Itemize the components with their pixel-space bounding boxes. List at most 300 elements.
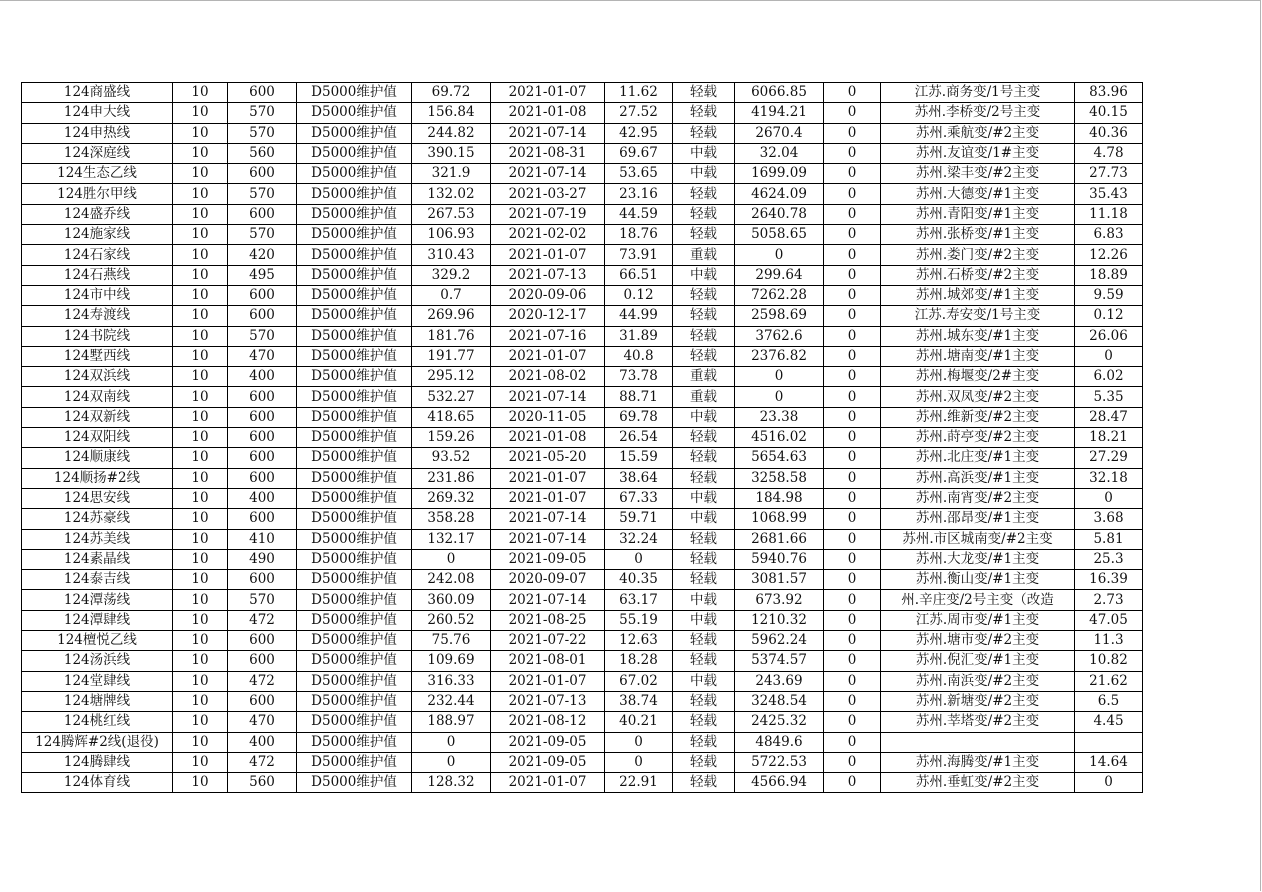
current-cell[interactable]: 390.15 — [412, 143, 491, 163]
source-cell[interactable]: D5000维护值 — [297, 712, 412, 732]
margin-cell[interactable]: 0 — [735, 245, 824, 265]
load-rate-cell[interactable]: 0 — [605, 549, 673, 569]
voltage-cell[interactable]: 10 — [173, 691, 228, 711]
load-level-cell[interactable]: 重载 — [673, 245, 735, 265]
margin-cell[interactable]: 4624.09 — [735, 184, 824, 204]
source-cell[interactable]: D5000维护值 — [297, 123, 412, 143]
load-rate-cell[interactable]: 66.51 — [605, 265, 673, 285]
load-level-cell[interactable]: 轻载 — [673, 752, 735, 772]
transformer-cell[interactable]: 苏州.塘市变/#2主变 — [881, 631, 1075, 651]
line-name-cell[interactable]: 124汤浜线 — [22, 651, 173, 671]
transformer-load-cell[interactable]: 0 — [1075, 773, 1143, 793]
rated-current-cell[interactable]: 600 — [228, 468, 297, 488]
load-level-cell[interactable]: 中载 — [673, 143, 735, 163]
date-cell[interactable]: 2021-07-16 — [491, 326, 605, 346]
voltage-cell[interactable]: 10 — [173, 671, 228, 691]
current-cell[interactable]: 269.32 — [412, 488, 491, 508]
margin-cell[interactable]: 1699.09 — [735, 164, 824, 184]
voltage-cell[interactable]: 10 — [173, 773, 228, 793]
flag-cell[interactable]: 0 — [824, 570, 881, 590]
transformer-cell[interactable]: 苏州.邵昂变/#1主变 — [881, 509, 1075, 529]
rated-current-cell[interactable]: 490 — [228, 549, 297, 569]
rated-current-cell[interactable]: 600 — [228, 306, 297, 326]
load-level-cell[interactable]: 重载 — [673, 367, 735, 387]
load-level-cell[interactable]: 轻载 — [673, 468, 735, 488]
source-cell[interactable]: D5000维护值 — [297, 306, 412, 326]
line-name-cell[interactable]: 124苏豪线 — [22, 509, 173, 529]
transformer-load-cell[interactable]: 5.81 — [1075, 529, 1143, 549]
load-rate-cell[interactable]: 88.71 — [605, 387, 673, 407]
line-name-cell[interactable]: 124胜尔甲线 — [22, 184, 173, 204]
voltage-cell[interactable]: 10 — [173, 285, 228, 305]
line-name-cell[interactable]: 124泰吉线 — [22, 570, 173, 590]
flag-cell[interactable]: 0 — [824, 732, 881, 752]
flag-cell[interactable]: 0 — [824, 468, 881, 488]
rated-current-cell[interactable]: 410 — [228, 529, 297, 549]
flag-cell[interactable]: 0 — [824, 184, 881, 204]
source-cell[interactable]: D5000维护值 — [297, 752, 412, 772]
margin-cell[interactable]: 0 — [735, 367, 824, 387]
margin-cell[interactable]: 4566.94 — [735, 773, 824, 793]
rated-current-cell[interactable]: 472 — [228, 752, 297, 772]
flag-cell[interactable]: 0 — [824, 265, 881, 285]
source-cell[interactable]: D5000维护值 — [297, 773, 412, 793]
transformer-cell[interactable]: 苏州.高浜变/#1主变 — [881, 468, 1075, 488]
margin-cell[interactable]: 2376.82 — [735, 346, 824, 366]
line-name-cell[interactable]: 124腾辉#2线(退役) — [22, 732, 173, 752]
load-level-cell[interactable]: 轻载 — [673, 83, 735, 103]
line-name-cell[interactable]: 124苏美线 — [22, 529, 173, 549]
rated-current-cell[interactable]: 600 — [228, 570, 297, 590]
current-cell[interactable]: 310.43 — [412, 245, 491, 265]
transformer-cell[interactable]: 苏州.张桥变/#1主变 — [881, 225, 1075, 245]
margin-cell[interactable]: 3248.54 — [735, 691, 824, 711]
margin-cell[interactable]: 3762.6 — [735, 326, 824, 346]
current-cell[interactable]: 132.17 — [412, 529, 491, 549]
flag-cell[interactable]: 0 — [824, 123, 881, 143]
current-cell[interactable]: 128.32 — [412, 773, 491, 793]
rated-current-cell[interactable]: 495 — [228, 265, 297, 285]
transformer-load-cell[interactable]: 14.64 — [1075, 752, 1143, 772]
voltage-cell[interactable]: 10 — [173, 326, 228, 346]
load-level-cell[interactable]: 中载 — [673, 671, 735, 691]
line-name-cell[interactable]: 124书院线 — [22, 326, 173, 346]
source-cell[interactable]: D5000维护值 — [297, 590, 412, 610]
source-cell[interactable]: D5000维护值 — [297, 691, 412, 711]
source-cell[interactable]: D5000维护值 — [297, 164, 412, 184]
date-cell[interactable]: 2021-05-20 — [491, 448, 605, 468]
margin-cell[interactable]: 1210.32 — [735, 610, 824, 630]
line-name-cell[interactable]: 124潭荡线 — [22, 590, 173, 610]
load-rate-cell[interactable]: 0 — [605, 752, 673, 772]
source-cell[interactable]: D5000维护值 — [297, 326, 412, 346]
load-rate-cell[interactable]: 40.8 — [605, 346, 673, 366]
transformer-cell[interactable]: 苏州.莳亭变/#2主变 — [881, 428, 1075, 448]
load-rate-cell[interactable]: 40.21 — [605, 712, 673, 732]
current-cell[interactable]: 156.84 — [412, 103, 491, 123]
date-cell[interactable]: 2020-09-07 — [491, 570, 605, 590]
line-name-cell[interactable]: 124双阳线 — [22, 428, 173, 448]
load-level-cell[interactable]: 轻载 — [673, 204, 735, 224]
load-rate-cell[interactable]: 59.71 — [605, 509, 673, 529]
transformer-cell[interactable]: 苏州.衡山变/#1主变 — [881, 570, 1075, 590]
load-rate-cell[interactable]: 26.54 — [605, 428, 673, 448]
rated-current-cell[interactable]: 600 — [228, 428, 297, 448]
load-rate-cell[interactable]: 15.59 — [605, 448, 673, 468]
date-cell[interactable]: 2020-11-05 — [491, 407, 605, 427]
flag-cell[interactable]: 0 — [824, 509, 881, 529]
rated-current-cell[interactable]: 600 — [228, 509, 297, 529]
current-cell[interactable]: 188.97 — [412, 712, 491, 732]
load-level-cell[interactable]: 轻载 — [673, 225, 735, 245]
line-name-cell[interactable]: 124施家线 — [22, 225, 173, 245]
current-cell[interactable]: 269.96 — [412, 306, 491, 326]
transformer-load-cell[interactable]: 4.45 — [1075, 712, 1143, 732]
flag-cell[interactable]: 0 — [824, 143, 881, 163]
transformer-cell[interactable]: 苏州.维新变/#2主变 — [881, 407, 1075, 427]
transformer-load-cell[interactable] — [1075, 732, 1143, 752]
load-rate-cell[interactable]: 0 — [605, 732, 673, 752]
load-level-cell[interactable]: 轻载 — [673, 691, 735, 711]
date-cell[interactable]: 2021-08-02 — [491, 367, 605, 387]
date-cell[interactable]: 2021-08-31 — [491, 143, 605, 163]
voltage-cell[interactable]: 10 — [173, 265, 228, 285]
rated-current-cell[interactable]: 570 — [228, 225, 297, 245]
source-cell[interactable]: D5000维护值 — [297, 651, 412, 671]
load-level-cell[interactable]: 轻载 — [673, 651, 735, 671]
transformer-load-cell[interactable]: 6.02 — [1075, 367, 1143, 387]
load-level-cell[interactable]: 轻载 — [673, 184, 735, 204]
flag-cell[interactable]: 0 — [824, 428, 881, 448]
transformer-cell[interactable]: 苏州.乘航变/#2主变 — [881, 123, 1075, 143]
transformer-load-cell[interactable]: 16.39 — [1075, 570, 1143, 590]
date-cell[interactable]: 2021-09-05 — [491, 549, 605, 569]
current-cell[interactable]: 0 — [412, 732, 491, 752]
load-rate-cell[interactable]: 42.95 — [605, 123, 673, 143]
flag-cell[interactable]: 0 — [824, 488, 881, 508]
transformer-load-cell[interactable]: 18.21 — [1075, 428, 1143, 448]
load-rate-cell[interactable]: 12.63 — [605, 631, 673, 651]
load-rate-cell[interactable]: 73.91 — [605, 245, 673, 265]
load-level-cell[interactable]: 轻载 — [673, 306, 735, 326]
transformer-cell[interactable]: 州.辛庄变/2号主变（改造 — [881, 590, 1075, 610]
date-cell[interactable]: 2021-07-19 — [491, 204, 605, 224]
transformer-load-cell[interactable]: 26.06 — [1075, 326, 1143, 346]
load-rate-cell[interactable]: 55.19 — [605, 610, 673, 630]
flag-cell[interactable]: 0 — [824, 387, 881, 407]
source-cell[interactable]: D5000维护值 — [297, 468, 412, 488]
flag-cell[interactable]: 0 — [824, 590, 881, 610]
line-name-cell[interactable]: 124双新线 — [22, 407, 173, 427]
date-cell[interactable]: 2021-03-27 — [491, 184, 605, 204]
current-cell[interactable]: 75.76 — [412, 631, 491, 651]
source-cell[interactable]: D5000维护值 — [297, 83, 412, 103]
current-cell[interactable]: 232.44 — [412, 691, 491, 711]
date-cell[interactable]: 2021-09-05 — [491, 752, 605, 772]
load-rate-cell[interactable]: 40.35 — [605, 570, 673, 590]
source-cell[interactable]: D5000维护值 — [297, 488, 412, 508]
date-cell[interactable]: 2021-08-12 — [491, 712, 605, 732]
rated-current-cell[interactable]: 600 — [228, 651, 297, 671]
transformer-cell[interactable]: 苏州.城郊变/#1主变 — [881, 285, 1075, 305]
line-name-cell[interactable]: 124寿渡线 — [22, 306, 173, 326]
date-cell[interactable]: 2021-07-14 — [491, 509, 605, 529]
voltage-cell[interactable]: 10 — [173, 488, 228, 508]
voltage-cell[interactable]: 10 — [173, 204, 228, 224]
load-rate-cell[interactable]: 73.78 — [605, 367, 673, 387]
voltage-cell[interactable]: 10 — [173, 143, 228, 163]
rated-current-cell[interactable]: 600 — [228, 691, 297, 711]
load-rate-cell[interactable]: 44.59 — [605, 204, 673, 224]
source-cell[interactable]: D5000维护值 — [297, 529, 412, 549]
transformer-load-cell[interactable]: 4.78 — [1075, 143, 1143, 163]
source-cell[interactable]: D5000维护值 — [297, 204, 412, 224]
date-cell[interactable]: 2021-01-07 — [491, 346, 605, 366]
margin-cell[interactable]: 184.98 — [735, 488, 824, 508]
voltage-cell[interactable]: 10 — [173, 103, 228, 123]
flag-cell[interactable]: 0 — [824, 529, 881, 549]
margin-cell[interactable]: 5962.24 — [735, 631, 824, 651]
flag-cell[interactable]: 0 — [824, 164, 881, 184]
transformer-cell[interactable]: 苏州.垂虹变/#2主变 — [881, 773, 1075, 793]
transformer-cell[interactable]: 江苏.寿安变/1号主变 — [881, 306, 1075, 326]
transformer-cell[interactable]: 苏州.李桥变/2号主变 — [881, 103, 1075, 123]
load-rate-cell[interactable]: 27.52 — [605, 103, 673, 123]
transformer-load-cell[interactable]: 21.62 — [1075, 671, 1143, 691]
load-level-cell[interactable]: 中载 — [673, 407, 735, 427]
load-level-cell[interactable]: 轻载 — [673, 346, 735, 366]
load-level-cell[interactable]: 中载 — [673, 509, 735, 529]
transformer-cell[interactable]: 苏州.莘塔变/#2主变 — [881, 712, 1075, 732]
transformer-cell[interactable]: 苏州.青阳变/#1主变 — [881, 204, 1075, 224]
line-name-cell[interactable]: 124檀悦乙线 — [22, 631, 173, 651]
transformer-load-cell[interactable]: 27.73 — [1075, 164, 1143, 184]
voltage-cell[interactable]: 10 — [173, 448, 228, 468]
margin-cell[interactable]: 23.38 — [735, 407, 824, 427]
transformer-load-cell[interactable]: 35.43 — [1075, 184, 1143, 204]
line-name-cell[interactable]: 124市中线 — [22, 285, 173, 305]
current-cell[interactable]: 93.52 — [412, 448, 491, 468]
margin-cell[interactable]: 2425.32 — [735, 712, 824, 732]
margin-cell[interactable]: 4516.02 — [735, 428, 824, 448]
transformer-load-cell[interactable]: 11.3 — [1075, 631, 1143, 651]
load-level-cell[interactable]: 轻载 — [673, 773, 735, 793]
source-cell[interactable]: D5000维护值 — [297, 407, 412, 427]
line-name-cell[interactable]: 124顺扬#2线 — [22, 468, 173, 488]
flag-cell[interactable]: 0 — [824, 83, 881, 103]
transformer-cell[interactable]: 苏州.海腾变/#1主变 — [881, 752, 1075, 772]
transformer-cell[interactable]: 苏州.友谊变/1#主变 — [881, 143, 1075, 163]
flag-cell[interactable]: 0 — [824, 651, 881, 671]
voltage-cell[interactable]: 10 — [173, 123, 228, 143]
date-cell[interactable]: 2020-12-17 — [491, 306, 605, 326]
line-name-cell[interactable]: 124申热线 — [22, 123, 173, 143]
voltage-cell[interactable]: 10 — [173, 468, 228, 488]
flag-cell[interactable]: 0 — [824, 407, 881, 427]
current-cell[interactable]: 109.69 — [412, 651, 491, 671]
date-cell[interactable]: 2021-01-08 — [491, 428, 605, 448]
current-cell[interactable]: 181.76 — [412, 326, 491, 346]
line-name-cell[interactable]: 124潭肆线 — [22, 610, 173, 630]
transformer-load-cell[interactable]: 0 — [1075, 346, 1143, 366]
line-name-cell[interactable]: 124塘牌线 — [22, 691, 173, 711]
flag-cell[interactable]: 0 — [824, 103, 881, 123]
current-cell[interactable]: 360.09 — [412, 590, 491, 610]
load-level-cell[interactable]: 轻载 — [673, 123, 735, 143]
load-level-cell[interactable]: 轻载 — [673, 712, 735, 732]
source-cell[interactable]: D5000维护值 — [297, 367, 412, 387]
date-cell[interactable]: 2021-01-07 — [491, 83, 605, 103]
rated-current-cell[interactable]: 570 — [228, 590, 297, 610]
margin-cell[interactable]: 32.04 — [735, 143, 824, 163]
transformer-cell[interactable]: 江苏.周市变/#1主变 — [881, 610, 1075, 630]
source-cell[interactable]: D5000维护值 — [297, 671, 412, 691]
load-rate-cell[interactable]: 69.67 — [605, 143, 673, 163]
date-cell[interactable]: 2021-07-14 — [491, 164, 605, 184]
margin-cell[interactable]: 299.64 — [735, 265, 824, 285]
current-cell[interactable]: 316.33 — [412, 671, 491, 691]
transformer-load-cell[interactable]: 11.18 — [1075, 204, 1143, 224]
rated-current-cell[interactable]: 472 — [228, 610, 297, 630]
source-cell[interactable]: D5000维护值 — [297, 225, 412, 245]
flag-cell[interactable]: 0 — [824, 752, 881, 772]
transformer-load-cell[interactable]: 40.15 — [1075, 103, 1143, 123]
margin-cell[interactable]: 4849.6 — [735, 732, 824, 752]
transformer-cell[interactable]: 苏州.石桥变/#2主变 — [881, 265, 1075, 285]
load-rate-cell[interactable]: 0.12 — [605, 285, 673, 305]
current-cell[interactable]: 132.02 — [412, 184, 491, 204]
load-level-cell[interactable]: 重载 — [673, 387, 735, 407]
load-rate-cell[interactable]: 18.28 — [605, 651, 673, 671]
source-cell[interactable]: D5000维护值 — [297, 103, 412, 123]
rated-current-cell[interactable]: 570 — [228, 123, 297, 143]
voltage-cell[interactable]: 10 — [173, 346, 228, 366]
rated-current-cell[interactable]: 600 — [228, 631, 297, 651]
date-cell[interactable]: 2021-07-22 — [491, 631, 605, 651]
transformer-cell[interactable] — [881, 732, 1075, 752]
current-cell[interactable]: 159.26 — [412, 428, 491, 448]
source-cell[interactable]: D5000维护值 — [297, 732, 412, 752]
load-level-cell[interactable]: 轻载 — [673, 326, 735, 346]
load-rate-cell[interactable]: 67.33 — [605, 488, 673, 508]
voltage-cell[interactable]: 10 — [173, 732, 228, 752]
flag-cell[interactable]: 0 — [824, 448, 881, 468]
load-level-cell[interactable]: 中载 — [673, 488, 735, 508]
margin-cell[interactable]: 2670.4 — [735, 123, 824, 143]
load-level-cell[interactable]: 轻载 — [673, 428, 735, 448]
current-cell[interactable]: 295.12 — [412, 367, 491, 387]
voltage-cell[interactable]: 10 — [173, 428, 228, 448]
line-name-cell[interactable]: 124顺康线 — [22, 448, 173, 468]
flag-cell[interactable]: 0 — [824, 631, 881, 651]
margin-cell[interactable]: 673.92 — [735, 590, 824, 610]
voltage-cell[interactable]: 10 — [173, 367, 228, 387]
line-name-cell[interactable]: 124商盛线 — [22, 83, 173, 103]
voltage-cell[interactable]: 10 — [173, 225, 228, 245]
line-name-cell[interactable]: 124石家线 — [22, 245, 173, 265]
load-level-cell[interactable]: 轻载 — [673, 285, 735, 305]
current-cell[interactable]: 321.9 — [412, 164, 491, 184]
transformer-cell[interactable]: 江苏.商务变/1号主变 — [881, 83, 1075, 103]
source-cell[interactable]: D5000维护值 — [297, 610, 412, 630]
transformer-load-cell[interactable]: 40.36 — [1075, 123, 1143, 143]
voltage-cell[interactable]: 10 — [173, 245, 228, 265]
load-rate-cell[interactable]: 38.64 — [605, 468, 673, 488]
source-cell[interactable]: D5000维护值 — [297, 245, 412, 265]
load-rate-cell[interactable]: 53.65 — [605, 164, 673, 184]
line-name-cell[interactable]: 124墅西线 — [22, 346, 173, 366]
line-name-cell[interactable]: 124石燕线 — [22, 265, 173, 285]
margin-cell[interactable]: 7262.28 — [735, 285, 824, 305]
load-rate-cell[interactable]: 38.74 — [605, 691, 673, 711]
source-cell[interactable]: D5000维护值 — [297, 285, 412, 305]
margin-cell[interactable]: 1068.99 — [735, 509, 824, 529]
margin-cell[interactable]: 3258.58 — [735, 468, 824, 488]
source-cell[interactable]: D5000维护值 — [297, 346, 412, 366]
current-cell[interactable]: 358.28 — [412, 509, 491, 529]
voltage-cell[interactable]: 10 — [173, 306, 228, 326]
transformer-load-cell[interactable]: 3.68 — [1075, 509, 1143, 529]
line-name-cell[interactable]: 124堂肆线 — [22, 671, 173, 691]
load-rate-cell[interactable]: 22.91 — [605, 773, 673, 793]
date-cell[interactable]: 2021-01-07 — [491, 468, 605, 488]
source-cell[interactable]: D5000维护值 — [297, 448, 412, 468]
margin-cell[interactable]: 0 — [735, 387, 824, 407]
source-cell[interactable]: D5000维护值 — [297, 143, 412, 163]
transformer-cell[interactable]: 苏州.南宵变/#2主变 — [881, 488, 1075, 508]
load-level-cell[interactable]: 轻载 — [673, 103, 735, 123]
flag-cell[interactable]: 0 — [824, 671, 881, 691]
current-cell[interactable]: 0 — [412, 752, 491, 772]
rated-current-cell[interactable]: 470 — [228, 712, 297, 732]
load-level-cell[interactable]: 中载 — [673, 610, 735, 630]
load-rate-cell[interactable]: 32.24 — [605, 529, 673, 549]
source-cell[interactable]: D5000维护值 — [297, 387, 412, 407]
transformer-load-cell[interactable]: 25.3 — [1075, 549, 1143, 569]
current-cell[interactable]: 242.08 — [412, 570, 491, 590]
current-cell[interactable]: 0.7 — [412, 285, 491, 305]
rated-current-cell[interactable]: 400 — [228, 488, 297, 508]
margin-cell[interactable]: 5374.57 — [735, 651, 824, 671]
rated-current-cell[interactable]: 560 — [228, 773, 297, 793]
source-cell[interactable]: D5000维护值 — [297, 549, 412, 569]
date-cell[interactable]: 2021-07-13 — [491, 265, 605, 285]
line-name-cell[interactable]: 124桃红线 — [22, 712, 173, 732]
flag-cell[interactable]: 0 — [824, 346, 881, 366]
flag-cell[interactable]: 0 — [824, 367, 881, 387]
source-cell[interactable]: D5000维护值 — [297, 631, 412, 651]
rated-current-cell[interactable]: 570 — [228, 103, 297, 123]
current-cell[interactable]: 244.82 — [412, 123, 491, 143]
flag-cell[interactable]: 0 — [824, 610, 881, 630]
date-cell[interactable]: 2021-01-07 — [491, 671, 605, 691]
date-cell[interactable]: 2020-09-06 — [491, 285, 605, 305]
current-cell[interactable]: 191.77 — [412, 346, 491, 366]
flag-cell[interactable]: 0 — [824, 245, 881, 265]
rated-current-cell[interactable]: 560 — [228, 143, 297, 163]
transformer-cell[interactable]: 苏州.大德变/#1主变 — [881, 184, 1075, 204]
transformer-load-cell[interactable]: 6.83 — [1075, 225, 1143, 245]
transformer-cell[interactable]: 苏州.市区城南变/#2主变 — [881, 529, 1075, 549]
margin-cell[interactable]: 5058.65 — [735, 225, 824, 245]
voltage-cell[interactable]: 10 — [173, 164, 228, 184]
flag-cell[interactable]: 0 — [824, 225, 881, 245]
flag-cell[interactable]: 0 — [824, 285, 881, 305]
load-rate-cell[interactable]: 11.62 — [605, 83, 673, 103]
transformer-load-cell[interactable]: 10.82 — [1075, 651, 1143, 671]
flag-cell[interactable]: 0 — [824, 204, 881, 224]
rated-current-cell[interactable]: 600 — [228, 204, 297, 224]
